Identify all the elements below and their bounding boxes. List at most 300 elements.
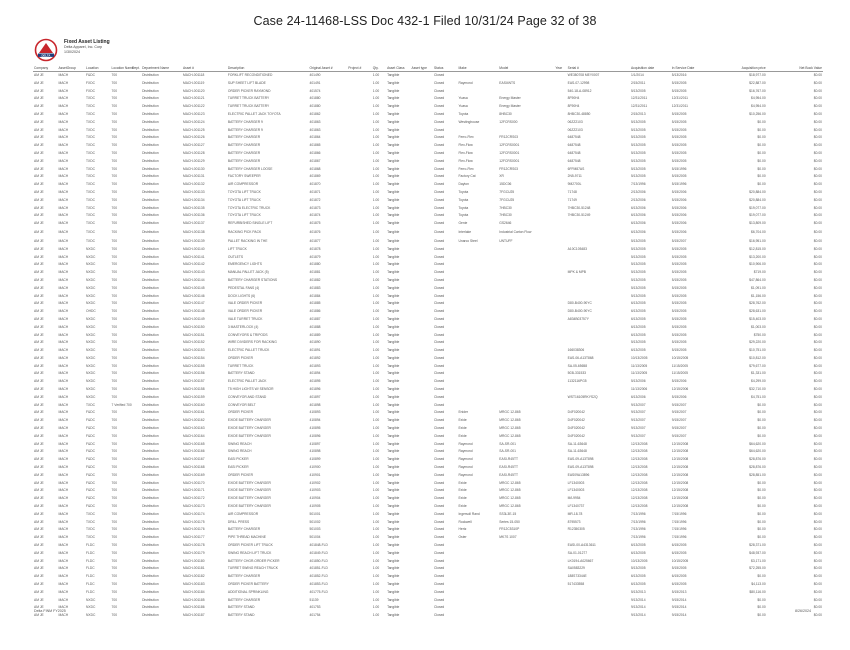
table-cell: MACH [58, 158, 69, 163]
table-cell: $4,954.00 [751, 104, 766, 109]
table-cell [498, 324, 554, 332]
table-cell: TXDC [86, 135, 96, 140]
table-cell: 5/15/1996 [671, 182, 687, 187]
table-cell: 1.00 [372, 496, 380, 501]
table-cell: AM JE [34, 301, 44, 306]
table-cell: Distribution [142, 230, 159, 235]
table-cell: Exide [458, 504, 467, 509]
table-cell: 401873 [309, 205, 321, 210]
table-cell: MACH [58, 182, 69, 187]
table-cell: 9/15/2014 [671, 613, 687, 618]
table-row [33, 332, 823, 340]
table-cell: 1.00 [372, 613, 380, 618]
table-cell [411, 581, 433, 589]
table-cell [347, 228, 371, 238]
column-header: Acquisition date [630, 66, 671, 72]
table-cell: MACH-001135 [182, 205, 205, 210]
table-cell [554, 166, 566, 174]
table-cell: 6/13/2005 [630, 301, 646, 306]
table-cell: ELECTRIC PALLET TRUCK [227, 348, 270, 353]
table-cell: Tangible [387, 574, 400, 579]
table-cell: MACH-001182 [182, 574, 205, 579]
table-cell: 700 [111, 433, 118, 438]
table-cell [347, 316, 371, 324]
table-cell: MACH [58, 371, 69, 376]
table-cell [498, 558, 554, 566]
table-cell: 1.00 [372, 213, 380, 218]
column-header: Qty. [372, 66, 386, 72]
table-cell: 5/13/2005 [630, 285, 646, 290]
table-cell: AM JE [34, 535, 44, 540]
table-cell: 8HBC30-48850 [567, 111, 591, 116]
table-row [33, 269, 823, 277]
table-cell: Yuasa [458, 104, 468, 109]
table-cell: FORKLIFT RECONDITIONED [227, 73, 273, 77]
table-cell: 12/15/2008 [671, 457, 689, 462]
table-cell: 1.00 [372, 457, 380, 462]
table-cell [457, 558, 498, 566]
table-cell: MACH [58, 340, 69, 345]
table-cell [347, 308, 371, 316]
table-cell: D4F020042 [567, 426, 585, 431]
table-cell: 1.00 [372, 189, 380, 194]
table-cell: $0.00 [813, 597, 822, 602]
table-row [33, 142, 823, 150]
table-cell: MACH-001131 [182, 174, 205, 179]
table-cell: MACH [58, 221, 69, 226]
table-cell: FLDC [86, 543, 95, 548]
table-cell: Distribution [142, 433, 159, 438]
table-cell [411, 495, 433, 503]
table-row [33, 565, 823, 573]
table-cell: 7FGCU25 [499, 197, 515, 202]
table-cell: SA-11-63648 [567, 441, 587, 446]
table-cell: AM JE [34, 402, 44, 407]
table-cell: 700 [111, 394, 118, 399]
table-cell: Exide [458, 433, 467, 438]
footer-left: Delta FINM FY2025 [34, 609, 66, 613]
table-cell: Closed [434, 355, 445, 360]
table-cell: BATTERY CHARGER 9 [227, 127, 263, 132]
table-cell: MACH-001126 [182, 135, 205, 140]
table-cell: 1.00 [372, 605, 380, 610]
table-cell [498, 347, 554, 355]
table-cell: $0.00 [757, 496, 766, 501]
table-cell: 401850-FLD [309, 558, 328, 563]
table-cell: $4,751.00 [751, 394, 766, 399]
table-cell [347, 142, 371, 150]
table-cell: 5/13/2005 [630, 277, 646, 282]
table-cell: 1.00 [372, 394, 380, 399]
table-cell: $32,710.00 [749, 387, 766, 392]
table-cell [347, 212, 371, 220]
table-cell: Tangible [387, 582, 400, 586]
table-cell: AM JE [34, 371, 44, 376]
table-cell: 6/13/2005 [630, 316, 646, 321]
table-cell [411, 197, 433, 205]
table-cell [554, 534, 566, 542]
column-header: Dept. [131, 66, 140, 70]
table-cell: Raymond [458, 449, 473, 454]
table-cell [347, 456, 371, 464]
table-cell: AM JE [34, 480, 44, 485]
table-cell: 6/13/2006 [630, 221, 646, 226]
table-cell: 401897 [309, 394, 321, 399]
table-cell: MACH-001150 [182, 324, 205, 329]
table-cell: LF1340003 [567, 480, 585, 485]
table-cell [457, 339, 498, 347]
table-cell: $0.00 [813, 340, 822, 345]
table-cell [411, 189, 433, 197]
table-cell: Distribution [142, 80, 159, 85]
table-cell [411, 511, 433, 519]
table-cell: EXIDE BATTERY CHARGER [227, 488, 271, 493]
table-cell: MACH [58, 119, 69, 124]
table-cell [347, 158, 371, 166]
table-cell: 410902 [309, 480, 321, 485]
table-cell [554, 285, 566, 293]
table-cell: 1.00 [372, 574, 380, 579]
table-cell: $47,864.00 [749, 277, 766, 282]
table-cell: BATTERY CHARGER [227, 527, 261, 532]
table-cell [498, 581, 554, 589]
table-cell: $0.00 [813, 496, 822, 501]
table-row [33, 378, 823, 386]
table-cell: MACH [58, 332, 69, 337]
table-row [33, 526, 823, 534]
table-cell [457, 402, 498, 410]
table-cell: MR-18-78 [567, 511, 583, 516]
table-cell: 1.00 [372, 332, 380, 337]
column-header: AssetGroup [57, 66, 85, 72]
column-header: Status [433, 66, 457, 72]
table-cell: MACH-001158 [182, 387, 205, 392]
table-cell [131, 119, 141, 127]
table-cell: MACH-001169 [182, 472, 205, 477]
table-cell: WST16105RKYS2Q [567, 394, 598, 399]
table-cell: $0.00 [813, 246, 822, 251]
table-cell: 401896 [309, 387, 321, 392]
table-cell: F&DC [86, 73, 96, 77]
table-cell: 6/13/2005 [630, 309, 646, 314]
table-cell: Distribution [142, 504, 159, 509]
table-cell: EASI4NTS [499, 80, 516, 85]
table-cell: MACH-001153 [182, 348, 205, 353]
table-cell: 188S73344E [567, 574, 587, 579]
table-cell: FLDC [86, 550, 95, 555]
table-cell: Industrial Carton Flow [499, 230, 532, 235]
table-cell [411, 150, 433, 158]
table-cell: 5/15/2006 [671, 205, 687, 210]
table-cell: MACH-001165 [182, 441, 205, 446]
table-cell: $0.00 [813, 418, 822, 423]
table-cell: $0.00 [757, 143, 766, 148]
table-cell: AM JE [34, 379, 44, 384]
table-cell: 9/15/2014 [671, 605, 687, 610]
table-cell: 1.00 [372, 127, 380, 132]
table-cell: TXDC [86, 127, 96, 132]
table-cell: AM JE [34, 582, 44, 586]
table-cell [554, 181, 566, 189]
table-cell: MACH-001161 [182, 410, 205, 415]
table-cell [554, 119, 566, 127]
table-cell: Closed [434, 104, 445, 109]
table-cell: MACH [58, 589, 69, 594]
table-cell: MACH [58, 189, 69, 194]
table-cell: 5/15/2006 [671, 213, 687, 218]
table-cell: Distribution [142, 426, 159, 431]
table-cell: ORDER PICKER BATTERY [227, 582, 269, 586]
table-cell [554, 433, 566, 441]
table-cell: EXIDE BATTERY CHARGER [227, 496, 271, 501]
table-cell: $0.00 [813, 465, 822, 470]
table-cell [347, 269, 371, 277]
table-cell [411, 111, 433, 119]
table-cell: 401880 [309, 96, 321, 101]
table-cell: 1.00 [372, 363, 380, 368]
table-cell: 410905 [309, 504, 321, 509]
table-cell: $0.00 [813, 73, 822, 77]
table-cell: MACH [58, 511, 69, 516]
table-cell [131, 386, 141, 394]
table-cell [411, 308, 433, 316]
table-cell [131, 158, 141, 166]
table-cell: MACH [58, 127, 69, 132]
table-cell [411, 277, 433, 285]
table-cell: $0.00 [813, 277, 822, 282]
table-cell: Closed [434, 589, 445, 594]
table-cell: DRILL PRESS [227, 519, 250, 524]
table-cell: MACH [58, 480, 69, 485]
table-cell: LF1340003 [567, 488, 585, 493]
table-cell: 7HBC30 [499, 213, 512, 218]
table-cell [411, 519, 433, 527]
table-cell [554, 417, 566, 425]
table-cell: 5/15/2005 [671, 174, 687, 179]
table-cell: MACH [58, 111, 69, 116]
table-cell: Closed [434, 293, 445, 298]
table-cell: Tangible [387, 597, 400, 602]
table-cell: Closed [434, 457, 445, 462]
table-cell: T5 HIGH LIGHTS W/ SENSOR [227, 387, 274, 392]
table-cell: $0.00 [813, 189, 822, 194]
table-cell [498, 589, 554, 597]
table-cell: AM JE [34, 189, 44, 194]
table-cell: MACH [58, 238, 69, 243]
table-cell: 06ZZ2103 [567, 119, 583, 124]
table-cell: MACH [58, 465, 69, 470]
column-header: Department Name [141, 66, 182, 72]
table-row [33, 324, 823, 332]
table-cell: 15DC06 [499, 182, 512, 187]
table-cell: 8F90H4 [567, 104, 580, 109]
table-cell: 5/15/2006 [671, 230, 687, 235]
table-cell: 12FCRS0001 [499, 158, 520, 163]
table-cell: 5/13/2005 [630, 135, 646, 140]
table-cell: MACH-001144 [182, 277, 205, 282]
table-cell: 1.00 [372, 309, 380, 314]
table-cell: 700 [111, 88, 118, 93]
table-cell: Dayton [458, 182, 469, 187]
table-cell: OUTLETS [227, 254, 244, 259]
table-cell: 700 [111, 205, 118, 210]
table-cell: A10C105483 [567, 246, 587, 251]
table-cell [131, 456, 141, 464]
table-cell: 5/15/2007 [671, 238, 687, 243]
table-cell: $0.00 [813, 550, 822, 555]
table-cell [131, 550, 141, 558]
table-cell: Tangible [387, 355, 400, 360]
table-cell: Closed [434, 605, 445, 610]
report-subtitle: Delta Apparel, Inc. Corp [64, 45, 103, 49]
table-cell: $0.00 [813, 309, 822, 314]
table-cell [567, 332, 630, 340]
table-cell: 700 [111, 197, 118, 202]
table-cell: MACH [58, 135, 69, 140]
table-cell: 5/15/2005 [671, 566, 687, 571]
table-cell: ORDER PICKER [227, 410, 253, 415]
table-cell [498, 363, 554, 371]
table-cell: Closed [434, 597, 445, 602]
table-cell [131, 88, 141, 96]
table-cell: $0.00 [757, 119, 766, 124]
table-cell: 2/13/2006 [630, 197, 646, 202]
table-cell: MACH-001147 [182, 301, 205, 306]
table-cell: BATTERY CHARGER [227, 150, 261, 155]
table-cell: Distribution [142, 535, 159, 540]
table-cell [567, 604, 630, 612]
table-cell: BATTERY CHARGER [227, 135, 261, 140]
table-cell: 700 [111, 519, 118, 524]
table-cell [554, 205, 566, 213]
table-cell: Exide [458, 426, 467, 431]
table-cell: MACH [58, 213, 69, 218]
table-cell: MACH [58, 285, 69, 290]
table-cell: Distribution [142, 111, 159, 116]
table-cell: Distribution [142, 293, 159, 298]
column-header: Model [498, 66, 554, 72]
table-cell: $20,884.00 [749, 197, 766, 202]
table-cell: 1.00 [372, 182, 380, 187]
table-cell: 700 [111, 574, 118, 579]
table-cell: MACH-001176 [182, 527, 205, 532]
table-cell: Tangible [387, 387, 400, 392]
table-cell: NXDC [86, 246, 96, 251]
table-cell: $4,299.00 [751, 379, 766, 384]
table-row [33, 95, 823, 103]
table-cell: 5/15/2006 [671, 197, 687, 202]
table-cell: NXDC [86, 270, 96, 275]
table-cell: $0.00 [813, 166, 822, 171]
table-cell: $0.00 [813, 511, 822, 516]
table-cell: ORDER PICKER LIFT TRUCK [227, 543, 273, 548]
table-cell: RACKING PICK PACK [227, 230, 262, 235]
table-cell: 700 [111, 80, 118, 85]
table-cell: 12/31/2011 [671, 96, 689, 101]
table-cell: 501003 [309, 527, 321, 532]
table-cell: 6/13/2006 [630, 205, 646, 210]
table-cell: MACH [58, 504, 69, 509]
table-cell: AM JE [34, 96, 44, 101]
table-cell: AM JE [34, 246, 44, 251]
table-cell: EAS09A13896 [567, 472, 590, 477]
table-cell [411, 386, 433, 394]
table-cell: $750.00 [753, 332, 766, 337]
table-cell: Distribution [142, 519, 159, 524]
table-cell [411, 573, 433, 581]
table-cell: Tangible [387, 449, 400, 454]
table-cell [131, 355, 141, 363]
table-cell [411, 205, 433, 213]
table-cell: Tangible [387, 316, 400, 321]
table-cell: 5/13/2005 [630, 143, 646, 148]
table-cell: Closed [434, 254, 445, 259]
table-cell: 10/15/2005 [671, 558, 689, 563]
table-cell: Tangible [387, 197, 400, 202]
table-cell: 6/13/2005 [630, 324, 646, 329]
table-cell: 401867 [309, 158, 321, 163]
table-cell: MACH-001167 [182, 457, 205, 462]
table-cell: MACH [58, 309, 69, 314]
table-cell: Distribution [142, 348, 159, 353]
table-cell: Tangible [387, 558, 400, 563]
table-cell: 401869 [309, 174, 321, 179]
table-cell: $10,751.00 [749, 348, 766, 353]
table-cell: AM JE [34, 496, 44, 501]
table-cell: $28,631.00 [749, 309, 766, 314]
table-cell: 9M2700L [567, 182, 582, 187]
table-cell [347, 433, 371, 441]
table-cell: Closed [434, 262, 445, 267]
table-row [33, 417, 823, 425]
table-cell: MACH-001173 [182, 504, 205, 509]
table-cell: Toyota [458, 197, 469, 202]
table-cell: MRGC 12-865 [499, 480, 521, 485]
table-cell: MACH-001139 [182, 238, 205, 243]
table-cell: 6487548 [567, 158, 581, 163]
table-cell: 12/31/2011 [630, 96, 648, 101]
table-row [33, 604, 823, 612]
table-cell: $3,171.00 [751, 558, 766, 563]
table-cell: Closed [434, 402, 445, 407]
table-row [33, 495, 823, 503]
table-cell: $15,403.00 [749, 316, 766, 321]
table-cell: 5/13/2005 [630, 174, 646, 179]
table-cell: Tangible [387, 465, 400, 470]
table-cell [554, 441, 566, 449]
table-cell: Distribution [142, 457, 159, 462]
table-row [33, 316, 823, 324]
table-cell [131, 581, 141, 589]
table-row [33, 550, 823, 558]
table-cell: AM JE [34, 465, 44, 470]
table-cell: EAS-09-A13T898 [567, 457, 594, 462]
table-cell: Closed [434, 527, 445, 532]
table-cell [131, 285, 141, 293]
table-cell: 12/13/2008 [630, 465, 648, 470]
table-cell: $0.00 [757, 597, 766, 602]
table-cell: 700 [111, 613, 118, 618]
table-cell: 700 [111, 605, 118, 610]
table-cell: 700 [111, 480, 118, 485]
table-cell: 401876 [309, 230, 321, 235]
table-cell: 5/15/2005 [671, 127, 687, 132]
table-cell: 1.00 [372, 535, 380, 540]
table-cell: MACH [58, 254, 69, 259]
table-cell: TXDC [86, 158, 96, 163]
table-cell: TXDC [86, 527, 96, 532]
table-cell: SA0583229 [567, 566, 585, 571]
